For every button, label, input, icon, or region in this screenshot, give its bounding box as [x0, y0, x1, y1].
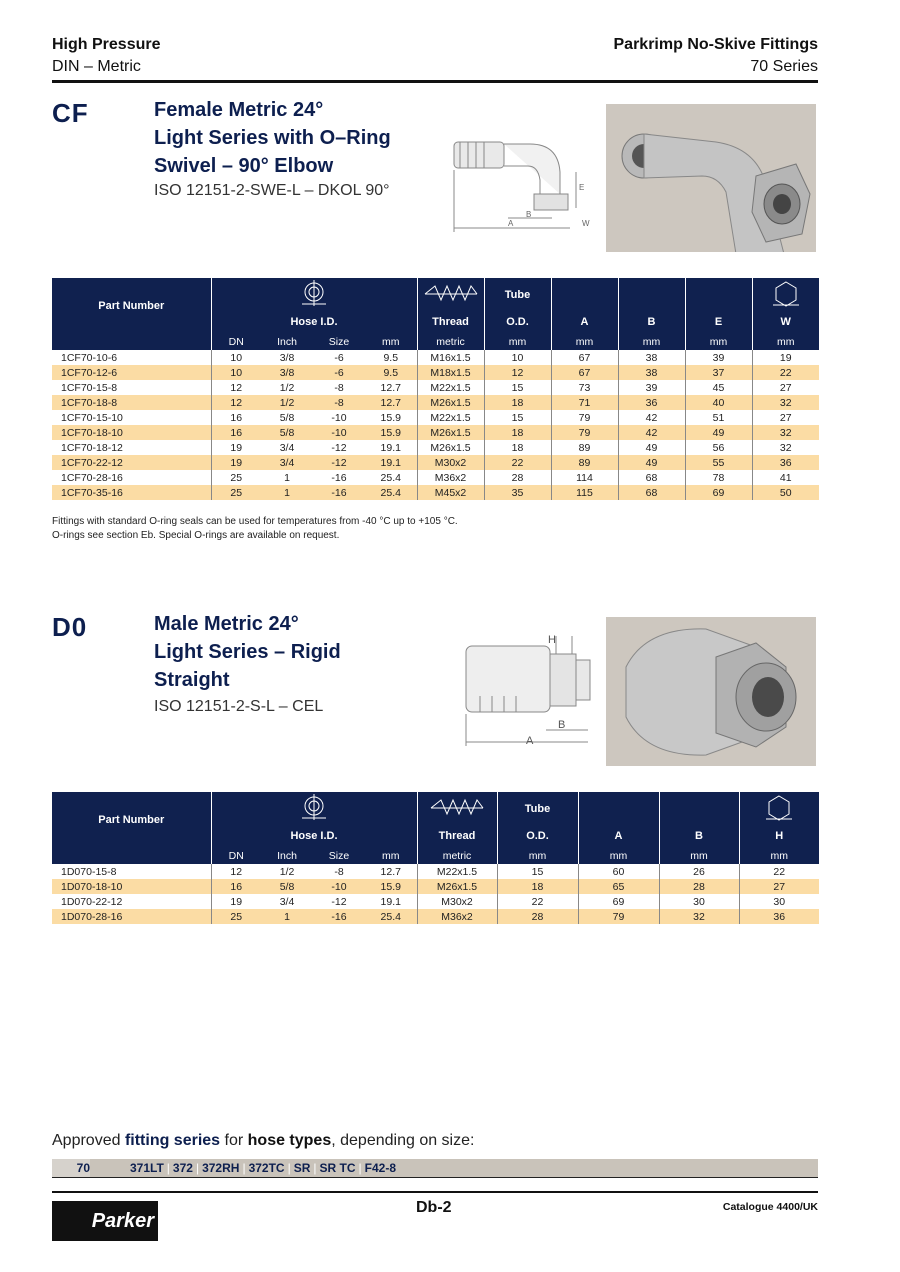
section-title — [154, 96, 391, 180]
table-cell: -10 — [331, 411, 347, 424]
table-cell: 68 — [618, 470, 685, 485]
table-cell: 25.4 — [365, 485, 417, 500]
hose-types-list: 371LT | 372 | 372RH | 372TC | SR | SR TC | F42-8 — [130, 1161, 396, 1175]
hose-id-icon — [211, 278, 417, 311]
page-number: Db-2 — [416, 1199, 452, 1216]
table-cell: 42 — [618, 425, 685, 440]
units-row — [52, 333, 819, 350]
approved-text: , depending on size: — [331, 1132, 475, 1149]
table-row — [52, 380, 819, 395]
col-header-a: A — [578, 825, 659, 847]
table-cell: 18 — [497, 879, 578, 894]
table-cell: 19.1 — [380, 441, 401, 454]
table-cell: 71 — [551, 395, 618, 410]
catalogue-number: Catalogue 4400/UK — [722, 1201, 818, 1213]
table-cell: -8 — [334, 381, 344, 394]
table-cell: 16 — [211, 425, 261, 440]
table-cell: 39 — [618, 380, 685, 395]
table-cell: 28 — [659, 879, 739, 894]
table-cell: 5/8 — [261, 879, 313, 894]
table-cell: M26x1.5 — [417, 395, 484, 410]
table-cell: 68 — [618, 485, 685, 500]
table-row — [52, 909, 819, 924]
unit-label: Inch — [261, 847, 313, 864]
table-cell: 3/8 — [261, 365, 313, 380]
table-cell: 1/2 — [279, 865, 295, 878]
hose-type: 372 — [172, 1161, 193, 1175]
table-cell: 27 — [752, 410, 819, 425]
table-cell: 15.9 — [380, 411, 401, 424]
table-cell: 25 — [211, 470, 261, 485]
col-header-od: O.D. — [484, 311, 551, 333]
table-cell: 49 — [685, 425, 752, 440]
table-cell: M18x1.5 — [417, 365, 484, 380]
table-cell: 12 — [484, 365, 551, 380]
table-cell: 18 — [484, 425, 551, 440]
table-cell: 25 — [211, 485, 261, 500]
table-cell: 1/2 — [261, 395, 313, 410]
table-cell: M36x2 — [417, 909, 497, 924]
table-cell: -6 — [334, 351, 344, 364]
approved-fitting-series: fitting series — [124, 1132, 221, 1149]
table-cell: 25.4 — [380, 471, 401, 484]
col-header-tube: Tube — [497, 792, 578, 825]
table-cell: 32 — [659, 909, 739, 924]
col-header-h: H — [739, 825, 819, 847]
note-line: Fittings with standard O-ring seals can be used for temperatures from -40 °C up to +105 °C. — [52, 516, 458, 527]
table-cell: 9.5 — [383, 351, 399, 364]
approved-hose-types: hose types — [247, 1132, 332, 1149]
cf-table-body — [52, 350, 819, 500]
unit-label: mm — [659, 847, 739, 864]
unit-label: metric — [417, 847, 497, 864]
table-cell: 9.5 — [365, 365, 417, 380]
thread-icon — [417, 278, 484, 311]
table-row — [52, 455, 819, 470]
hose-type: 372RH — [202, 1161, 240, 1175]
part-number-cell: 1CF70-15-8 — [61, 381, 118, 394]
table-cell: -10 — [313, 425, 365, 440]
series-badge: 70 — [52, 1159, 90, 1177]
iso-standard: ISO 12151-2-S-L – CEL — [154, 698, 324, 715]
straight-technical-drawing — [460, 630, 598, 748]
table-cell: 3/4 — [279, 895, 295, 908]
unit-label: mm — [365, 333, 417, 350]
table-cell: 19.1 — [380, 895, 401, 908]
hose-type: SR — [293, 1161, 311, 1175]
part-number-cell: 1CF70-12-6 — [52, 365, 211, 380]
table-cell: M36x2 — [417, 470, 484, 485]
part-number-cell: 1D070-18-10 — [52, 879, 211, 894]
unit-label: Size — [313, 333, 365, 350]
section-code: D0 — [52, 612, 88, 642]
table-cell: 28 — [484, 470, 551, 485]
unit-label: mm — [484, 333, 551, 350]
header-category: High Pressure — [52, 36, 161, 53]
col-header-hose-id: Hose I.D. — [211, 311, 417, 333]
table-cell: 55 — [685, 455, 752, 470]
table-cell: 12 — [211, 380, 261, 395]
table-cell: 3/4 — [279, 441, 295, 454]
table-cell: 67 — [551, 365, 618, 380]
drawing-label: A — [526, 735, 534, 747]
drawing-label: B — [558, 719, 566, 731]
table-cell: 51 — [685, 410, 752, 425]
section-title-line: Straight — [154, 669, 230, 691]
table-cell: 60 — [578, 864, 659, 879]
table-cell: -8 — [334, 865, 344, 878]
notes — [52, 515, 458, 543]
table-cell: M22x1.5 — [417, 380, 484, 395]
unit-label: mm — [551, 333, 618, 350]
col-header-hose-id: Hose I.D. — [211, 825, 417, 847]
hose-type: 371LT — [130, 1161, 164, 1175]
table-cell: 36 — [739, 909, 819, 924]
table-cell: 19.1 — [365, 455, 417, 470]
header-product-line: Parkrimp No-Skive Fittings — [613, 36, 818, 53]
table-cell: 22 — [484, 455, 551, 470]
table-row — [52, 395, 819, 410]
table-cell: 12.7 — [380, 381, 401, 394]
footer-rule — [52, 1191, 818, 1193]
table-cell: 1 — [261, 485, 313, 500]
table-cell: 32 — [752, 395, 819, 410]
col-header-od: O.D. — [497, 825, 578, 847]
unit-label: mm — [685, 333, 752, 350]
table-cell: 89 — [551, 440, 618, 455]
table-cell: 30 — [659, 894, 739, 909]
table-cell: 114 — [551, 470, 618, 485]
table-cell: -12 — [331, 441, 347, 454]
col-header-thread: Thread — [417, 825, 497, 847]
section-title-line: Swivel – 90° Elbow — [154, 155, 334, 177]
drawing-label: H — [548, 634, 556, 646]
table-cell: 73 — [551, 380, 618, 395]
table-row — [52, 440, 819, 455]
table-cell: 19 — [211, 894, 261, 909]
col-header-w: W — [752, 311, 819, 333]
table-cell: 15 — [497, 864, 578, 879]
unit-label: mm — [752, 333, 819, 350]
table-cell: -8 — [313, 395, 365, 410]
section-title — [154, 610, 341, 694]
table-cell: 12.7 — [380, 865, 401, 878]
table-cell: 15.9 — [365, 879, 417, 894]
part-number-cell: 1CF70-18-10 — [52, 425, 211, 440]
table-cell: 36 — [618, 395, 685, 410]
drawing-label: B — [526, 210, 532, 219]
section-title-line: Female Metric 24° — [154, 99, 324, 121]
table-cell: M30x2 — [417, 894, 497, 909]
part-number-cell: 1D070-22-12 — [61, 895, 123, 908]
table-cell: 3/4 — [261, 455, 313, 470]
col-header-part-number: Part Number — [52, 278, 211, 333]
col-header-thread: Thread — [417, 311, 484, 333]
table-cell: 79 — [578, 909, 659, 924]
table-cell: M22x1.5 — [417, 864, 497, 879]
table-cell: 49 — [618, 440, 685, 455]
table-cell: 10 — [484, 350, 551, 365]
table-row — [52, 864, 819, 879]
table-cell: 32 — [752, 440, 819, 455]
table-cell: 78 — [685, 470, 752, 485]
drawing-label: E — [579, 183, 585, 192]
table-cell: 19 — [752, 350, 819, 365]
table-cell: 37 — [685, 365, 752, 380]
table-cell: M26x1.5 — [417, 425, 484, 440]
part-number-cell: 1D070-15-8 — [61, 865, 117, 878]
table-cell: M22x1.5 — [417, 410, 484, 425]
table-cell: 18 — [484, 440, 551, 455]
part-number-cell: 1CF70-15-10 — [61, 411, 123, 424]
table-cell: 40 — [685, 395, 752, 410]
parker-logo: Parker — [52, 1201, 158, 1241]
table-cell: 16 — [211, 879, 261, 894]
table-cell: 12.7 — [365, 395, 417, 410]
section-title-line: Light Series – Rigid — [154, 641, 341, 663]
table-cell: 67 — [551, 350, 618, 365]
unit-label: mm — [578, 847, 659, 864]
table-cell: 10 — [211, 365, 261, 380]
table-cell: 1/2 — [279, 381, 295, 394]
header-subcategory: DIN – Metric — [52, 58, 141, 75]
elbow-fitting-photo — [606, 104, 816, 252]
table-cell: M30x2 — [417, 455, 484, 470]
approved-text: for — [220, 1132, 248, 1149]
table-cell: 3/8 — [279, 351, 295, 364]
table-cell: 45 — [685, 380, 752, 395]
straight-fitting-photo — [606, 617, 816, 766]
table-cell: 69 — [578, 894, 659, 909]
unit-label: mm — [365, 847, 417, 864]
unit-label: metric — [417, 333, 484, 350]
table-cell: 26 — [659, 864, 739, 879]
table-cell: 12 — [211, 864, 261, 879]
table-cell: 69 — [685, 485, 752, 500]
part-number-cell: 1CF70-18-8 — [52, 395, 211, 410]
table-cell: -12 — [331, 895, 347, 908]
approved-text: Approved — [52, 1132, 125, 1149]
hose-type: 372TC — [248, 1161, 285, 1175]
part-number-cell: 1CF70-35-16 — [52, 485, 211, 500]
table-cell: 19 — [211, 440, 261, 455]
header-rule — [52, 80, 818, 83]
d0-spec-table — [52, 792, 819, 924]
table-cell: 5/8 — [279, 411, 295, 424]
table-cell: 22 — [752, 365, 819, 380]
table-cell: 25.4 — [365, 909, 417, 924]
approved-hose-heading — [52, 1132, 474, 1150]
part-number-cell: 1D070-28-16 — [52, 909, 211, 924]
unit-label: mm — [497, 847, 578, 864]
table-cell: -16 — [313, 485, 365, 500]
table-row — [52, 425, 819, 440]
part-number-cell: 1CF70-22-12 — [52, 455, 211, 470]
table-cell: 50 — [752, 485, 819, 500]
col-header-e: E — [685, 311, 752, 333]
table-cell: 1 — [261, 909, 313, 924]
table-cell: 12 — [211, 395, 261, 410]
table-cell: 35 — [484, 485, 551, 500]
table-cell: 15.9 — [365, 425, 417, 440]
hose-type: SR TC — [319, 1161, 356, 1175]
header-series: 70 Series — [750, 58, 818, 75]
hex-wrench-icon — [752, 278, 819, 311]
table-cell: 1 — [284, 471, 290, 484]
table-cell: 22 — [739, 864, 819, 879]
table-cell: 25 — [211, 909, 261, 924]
hose-type: F42-8 — [364, 1161, 396, 1175]
unit-label: mm — [618, 333, 685, 350]
col-header-part-number: Part Number — [52, 792, 211, 847]
table-row — [52, 410, 819, 425]
table-row — [52, 894, 819, 909]
part-number-cell: 1CF70-28-16 — [61, 471, 123, 484]
table-cell: -16 — [313, 909, 365, 924]
table-cell: 27 — [752, 380, 819, 395]
table-cell: 79 — [551, 425, 618, 440]
table-cell: 10 — [211, 350, 261, 365]
note-line: O-rings see section Eb. Special O-rings are available on request. — [52, 530, 340, 541]
col-header-tube: Tube — [484, 278, 551, 311]
d0-table-body — [52, 864, 819, 924]
table-cell: 89 — [551, 455, 618, 470]
table-cell: M26x1.5 — [417, 879, 497, 894]
table-cell: -6 — [313, 365, 365, 380]
table-cell: 18 — [484, 395, 551, 410]
table-cell: M26x1.5 — [417, 440, 484, 455]
table-cell: 38 — [618, 350, 685, 365]
table-cell: M45x2 — [417, 485, 484, 500]
table-cell: 32 — [752, 425, 819, 440]
part-number-cell: 1CF70-10-6 — [61, 351, 118, 364]
table-row — [52, 365, 819, 380]
drawing-label: A — [508, 219, 514, 228]
iso-standard: ISO 12151-2-SWE-L – DKOL 90° — [154, 182, 390, 199]
table-cell: -16 — [331, 471, 347, 484]
table-cell: 15 — [484, 410, 551, 425]
section-title-line: Male Metric 24° — [154, 613, 299, 635]
section-code: CF — [52, 98, 89, 128]
table-cell: 36 — [752, 455, 819, 470]
section-title-line: Light Series with O–Ring — [154, 127, 391, 149]
table-cell: 28 — [497, 909, 578, 924]
part-number-cell: 1CF70-18-12 — [61, 441, 123, 454]
table-cell: -12 — [313, 455, 365, 470]
col-header-b: B — [618, 311, 685, 333]
table-cell: 49 — [618, 455, 685, 470]
table-cell: 27 — [739, 879, 819, 894]
table-cell: 79 — [551, 410, 618, 425]
unit-label: Size — [313, 847, 365, 864]
col-header-b: B — [659, 825, 739, 847]
cf-spec-table — [52, 278, 819, 500]
table-row — [52, 350, 819, 365]
table-cell: 42 — [618, 410, 685, 425]
table-row — [52, 470, 819, 485]
table-cell: 39 — [685, 350, 752, 365]
table-cell: M16x1.5 — [417, 350, 484, 365]
table-cell: 16 — [211, 410, 261, 425]
table-cell: 56 — [685, 440, 752, 455]
elbow-technical-drawing — [448, 124, 598, 236]
unit-label: mm — [739, 847, 819, 864]
unit-label: DN — [211, 333, 261, 350]
table-row — [52, 879, 819, 894]
table-cell: 115 — [551, 485, 618, 500]
table-cell: 41 — [752, 470, 819, 485]
table-cell: 15 — [484, 380, 551, 395]
table-cell: 22 — [497, 894, 578, 909]
hose-id-icon — [211, 792, 417, 825]
hex-wrench-icon — [739, 792, 819, 825]
units-row — [52, 847, 819, 864]
table-row — [52, 485, 819, 500]
table-cell: 65 — [578, 879, 659, 894]
table-cell: 38 — [618, 365, 685, 380]
table-cell: -10 — [313, 879, 365, 894]
table-cell: 30 — [739, 894, 819, 909]
table-cell: 19 — [211, 455, 261, 470]
col-header-a: A — [551, 311, 618, 333]
drawing-label: W — [582, 219, 590, 228]
unit-label: DN — [211, 847, 261, 864]
table-cell: 5/8 — [261, 425, 313, 440]
unit-label: Inch — [261, 333, 313, 350]
thread-icon — [417, 792, 497, 825]
